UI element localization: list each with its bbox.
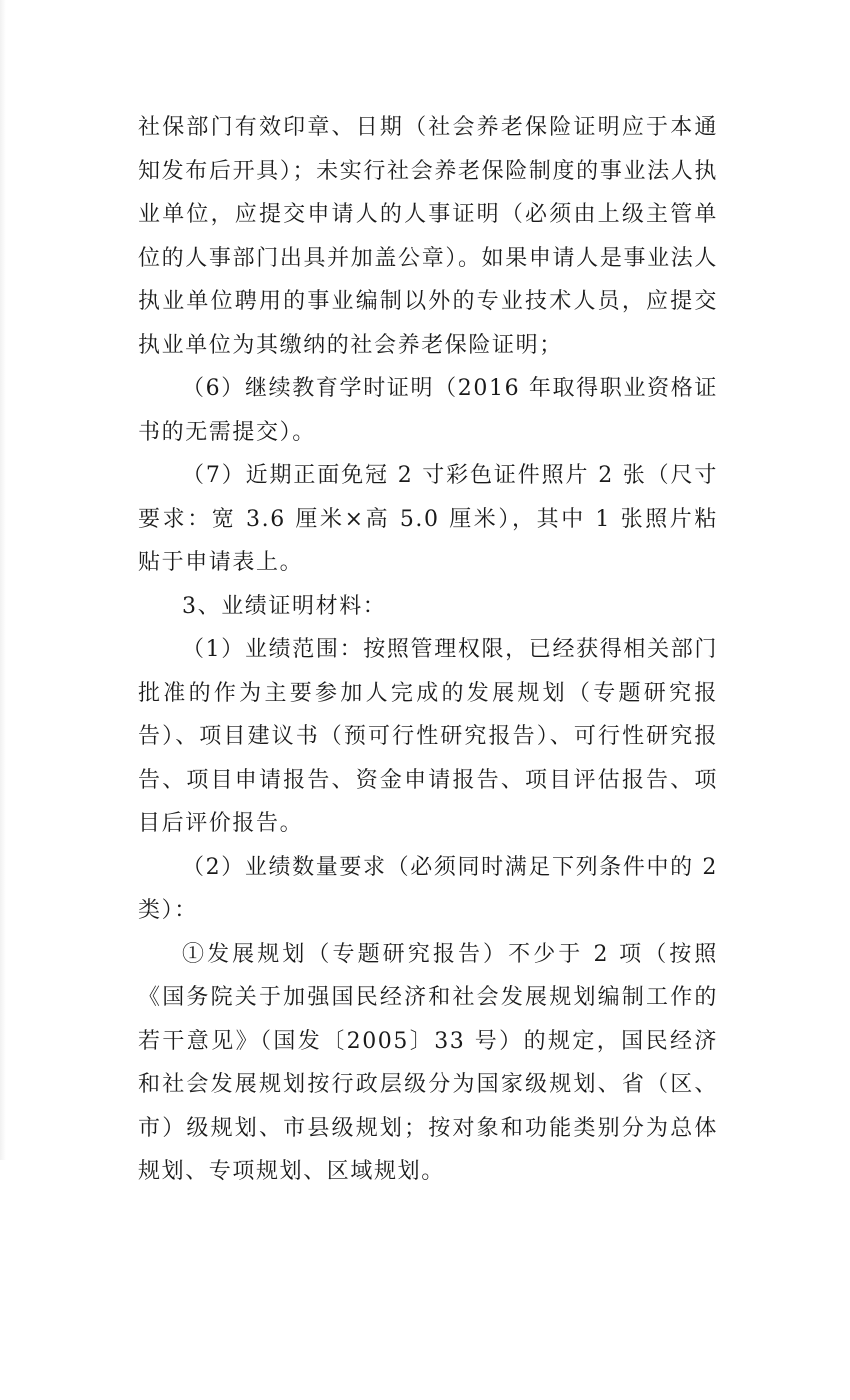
paragraph-development-planning: ①发展规划（专题研究报告）不少于 2 项（按照《国务院关于加强国民经济和社会发展规划编制工作的若干意见》（国发〔2005〕33 号）的规定，国民经济和社会发展规划按行政层级分为国家级规划、省（区、市）级规划、市县级规划；按对象和功能类别分为总体规划、专项规划、区域规划。 — [138, 941, 718, 1184]
document-body — [138, 106, 718, 1194]
paragraph-section-3-heading: 3、业绩证明材料： — [182, 593, 387, 619]
scan-edge-shadow — [0, 0, 6, 1160]
paragraph-item-6-education-hours: （6）继续教育学时证明（2016 年取得职业资格证书的无需提交）。 — [138, 376, 718, 445]
paragraph-social-insurance-proof: 社保部门有效印章、日期（社会养老保险证明应于本通知发布后开具）；未实行社会养老保险制度的事业法人执业单位，应提交申请人的人事证明（必须由上级主管单位的人事部门出具并加盖公章）。如果申请人是事业法人执业单位聘用的事业编制以外的专业技术人员，应提交执业单位为其缴纳的社会养老保险证明； — [138, 115, 718, 358]
paragraph-performance-quantity: （2）业绩数量要求（必须同时满足下列条件中的 2 类）： — [138, 854, 718, 923]
paragraph-performance-scope: （1）业绩范围：按照管理权限，已经获得相关部门批准的作为主要参加人完成的发展规划（专题研究报告）、项目建议书（预可行性研究报告）、可行性研究报告、项目申请报告、资金申请报告、项目评估报告、项目后评价报告。 — [138, 637, 718, 836]
paragraph-item-7-photos: （7）近期正面免冠 2 寸彩色证件照片 2 张（尺寸要求：宽 3.6 厘米×高 5.0 厘米），其中 1 张照片粘贴于申请表上。 — [138, 463, 718, 575]
